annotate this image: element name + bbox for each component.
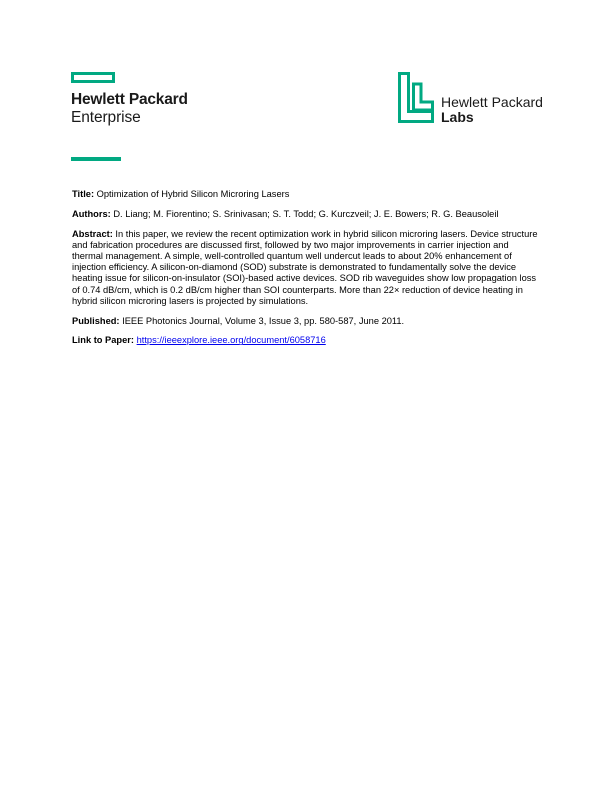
abstract-field	[72, 229, 540, 307]
title-value: Optimization of Hybrid Silicon Microring Lasers	[96, 189, 290, 199]
hpe-logo-mark	[71, 72, 115, 83]
published-field	[72, 316, 540, 327]
hp-labs-logo-mark	[398, 72, 434, 123]
authors-value: D. Liang; M. Fiorentino; S. Srinivasan; S. T. Todd; G. Kurczveil; J. E. Bowers; R. G. Beausoleil	[113, 208, 499, 219]
hp-labs-logo-line1: Hewlett Packard	[441, 94, 543, 110]
abstract-label: Abstract:	[72, 228, 113, 239]
published-value: IEEE Photonics Journal, Volume 3, Issue 3, pp. 580-587, June 2011.	[122, 315, 405, 326]
link-label: Link to Paper:	[72, 335, 134, 346]
abstract-value: In this paper, we review the recent optimization work in hybrid silicon microring lasers. Device structure and fabrication procedures are discussed first, followed by two major improvements in carrier injection and thermal management. A simple, well-controlled quantum well undercut leads to about 20% enhancement of injection efficiency. A silicon-on-diamond (SOD) substrate is demonstrated to fundamentally solve the device heating issue for silicon-on-insulator (SOI)-based active devices. SOD rib waveguides show low propagation loss of 0.74 dB/cm, which is 0.2 dB/cm higher than SOI counterparts. More than 22× reduction of device heating in hybrid silicon microring lasers is projected by simulations.	[72, 228, 538, 306]
hpe-logo-line2: Enterprise	[71, 109, 141, 126]
hpe-logo	[71, 72, 203, 128]
hpe-logo-line1: Hewlett Packard	[71, 91, 188, 108]
hp-labs-logo	[398, 72, 568, 126]
authors-field	[72, 209, 540, 220]
paper-link[interactable]: https://ieeexplore.ieee.org/document/6058716	[136, 335, 326, 346]
authors-label: Authors:	[72, 208, 111, 219]
paper-metadata	[72, 189, 540, 355]
published-label: Published:	[72, 315, 120, 326]
title-field	[72, 189, 540, 200]
title-label: Title:	[72, 189, 95, 199]
link-field	[72, 335, 540, 346]
accent-rule	[71, 157, 121, 161]
hp-labs-logo-line2: Labs	[441, 109, 474, 125]
